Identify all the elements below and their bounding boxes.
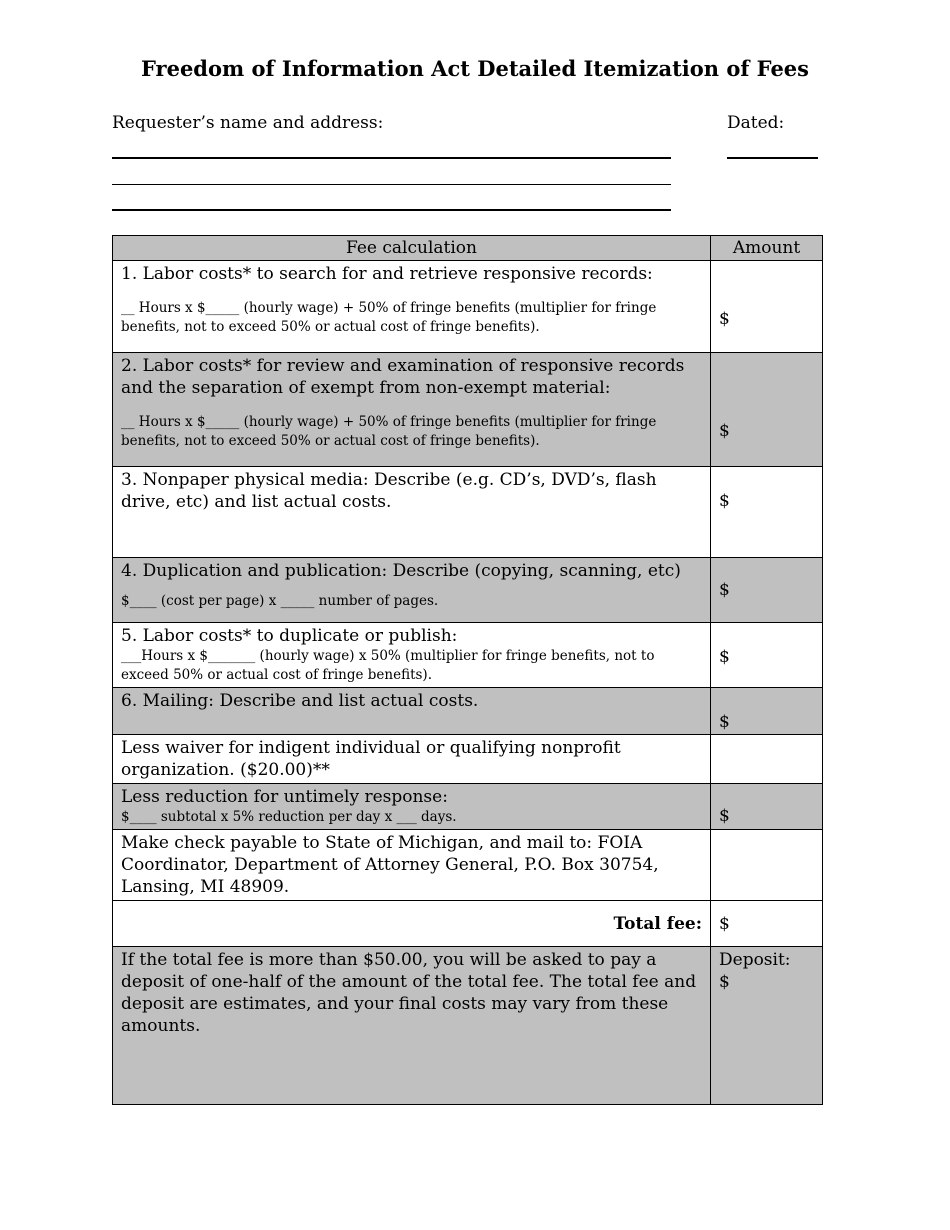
fee-row-waiver [113, 735, 823, 784]
fee-main-text: Less waiver for indigent individual or qualifying nonprofit organization. ($20.00)** [121, 738, 621, 780]
fee-detail-text: __ Hours x $_____ (hourly wage) + 50% of fringe benefits (multiplier for fringe benefits, not to exceed 50% or actual cost of fringe benefits). [121, 414, 657, 449]
fee-description [113, 688, 711, 735]
table-header-row [113, 236, 823, 261]
fee-row-deposit [113, 947, 823, 1105]
fee-row-labor-duplicate [113, 623, 823, 688]
fee-description [113, 784, 711, 830]
fee-main-text: 3. Nonpaper physical media: Describe (e.g. CD’s, DVD’s, flash drive, etc) and list actual costs. [121, 470, 657, 512]
amount-value: $ [719, 913, 730, 934]
form-title: Freedom of Information Act Detailed Itemization of Fees [140, 56, 809, 81]
fee-main-text: Make check payable to State of Michigan, and mail to: FOIA Coordinator, Department of Attorney General, P.O. Box 30754, Lansing, MI 48909. [121, 833, 659, 897]
fee-amount[interactable] [711, 261, 823, 353]
amount-value: $ [719, 647, 730, 667]
fee-detail-text: ___Hours x $_______ (hourly wage) x 50% (multiplier for fringe benefits, not to exceed 50% or actual cost of fringe benefits). [121, 648, 655, 683]
fee-main-text: 2. Labor costs* for review and examination of responsive records and the separation of exempt from non-exempt material: [121, 356, 685, 398]
deposit-label: Deposit: [719, 950, 791, 970]
amount-value: $ [719, 580, 730, 600]
fee-row-total [113, 901, 823, 947]
amount-value: $ [719, 309, 730, 329]
fee-row-search [113, 261, 823, 353]
fee-amount[interactable] [711, 353, 823, 467]
requester-line-2[interactable] [112, 184, 671, 185]
dated-label: Dated: [727, 113, 785, 133]
fee-main-text: 1. Labor costs* to search for and retrieve responsive records: [121, 264, 653, 284]
fee-description [113, 558, 711, 623]
fee-main-text: 4. Duplication and publication: Describe (copying, scanning, etc) [121, 561, 681, 581]
fee-row-mailing [113, 688, 823, 735]
fee-description [113, 735, 711, 784]
fee-amount[interactable] [711, 688, 823, 735]
fee-row-duplication [113, 558, 823, 623]
fee-main-text: Less reduction for untimely response: [121, 787, 448, 807]
fee-row-media [113, 467, 823, 558]
fee-amount[interactable] [711, 623, 823, 688]
fee-detail-text: $____ (cost per page) x _____ number of pages. [121, 593, 439, 609]
amount-value: $ [719, 712, 730, 732]
fee-amount[interactable] [711, 558, 823, 623]
dated-line[interactable] [727, 157, 818, 159]
amount-value: $ [719, 972, 730, 992]
total-fee-amount[interactable] [711, 901, 823, 947]
fee-amount[interactable] [711, 784, 823, 830]
fee-main-text: If the total fee is more than $50.00, you will be asked to pay a deposit of one-half of the amount of the total fee. The total fee and deposit are estimates, and your final costs may vary from these amounts. [121, 950, 697, 1036]
requester-line-1[interactable] [112, 157, 671, 159]
requester-label: Requester’s name and address: [112, 113, 384, 133]
fee-description [113, 261, 711, 353]
fee-row-reduction [113, 784, 823, 830]
fee-amount[interactable] [711, 735, 823, 784]
fee-main-text: 5. Labor costs* to duplicate or publish: [121, 626, 458, 646]
col-header-fee: Fee calculation [113, 236, 711, 261]
fee-description [113, 353, 711, 467]
fee-amount[interactable] [711, 467, 823, 558]
fee-description [113, 623, 711, 688]
amount-value: $ [719, 421, 730, 441]
fee-row-payment-instructions [113, 830, 823, 901]
fee-amount [711, 830, 823, 901]
deposit-amount[interactable] [711, 947, 823, 1105]
fee-table [112, 235, 823, 1105]
fee-detail-text: $____ subtotal x 5% reduction per day x ___ days. [121, 809, 457, 825]
requester-line-3[interactable] [112, 209, 671, 211]
fee-row-review [113, 353, 823, 467]
fee-main-text: 6. Mailing: Describe and list actual costs. [121, 691, 479, 711]
amount-value: $ [719, 806, 730, 826]
fee-description [113, 947, 711, 1105]
col-header-amount: Amount [711, 236, 823, 261]
total-fee-label: Total fee: [113, 901, 711, 947]
amount-value: $ [719, 491, 730, 511]
fee-detail-text: __ Hours x $_____ (hourly wage) + 50% of fringe benefits (multiplier for fringe benefits, not to exceed 50% or actual cost of fringe benefits). [121, 300, 657, 335]
fee-description [113, 830, 711, 901]
fee-description [113, 467, 711, 558]
